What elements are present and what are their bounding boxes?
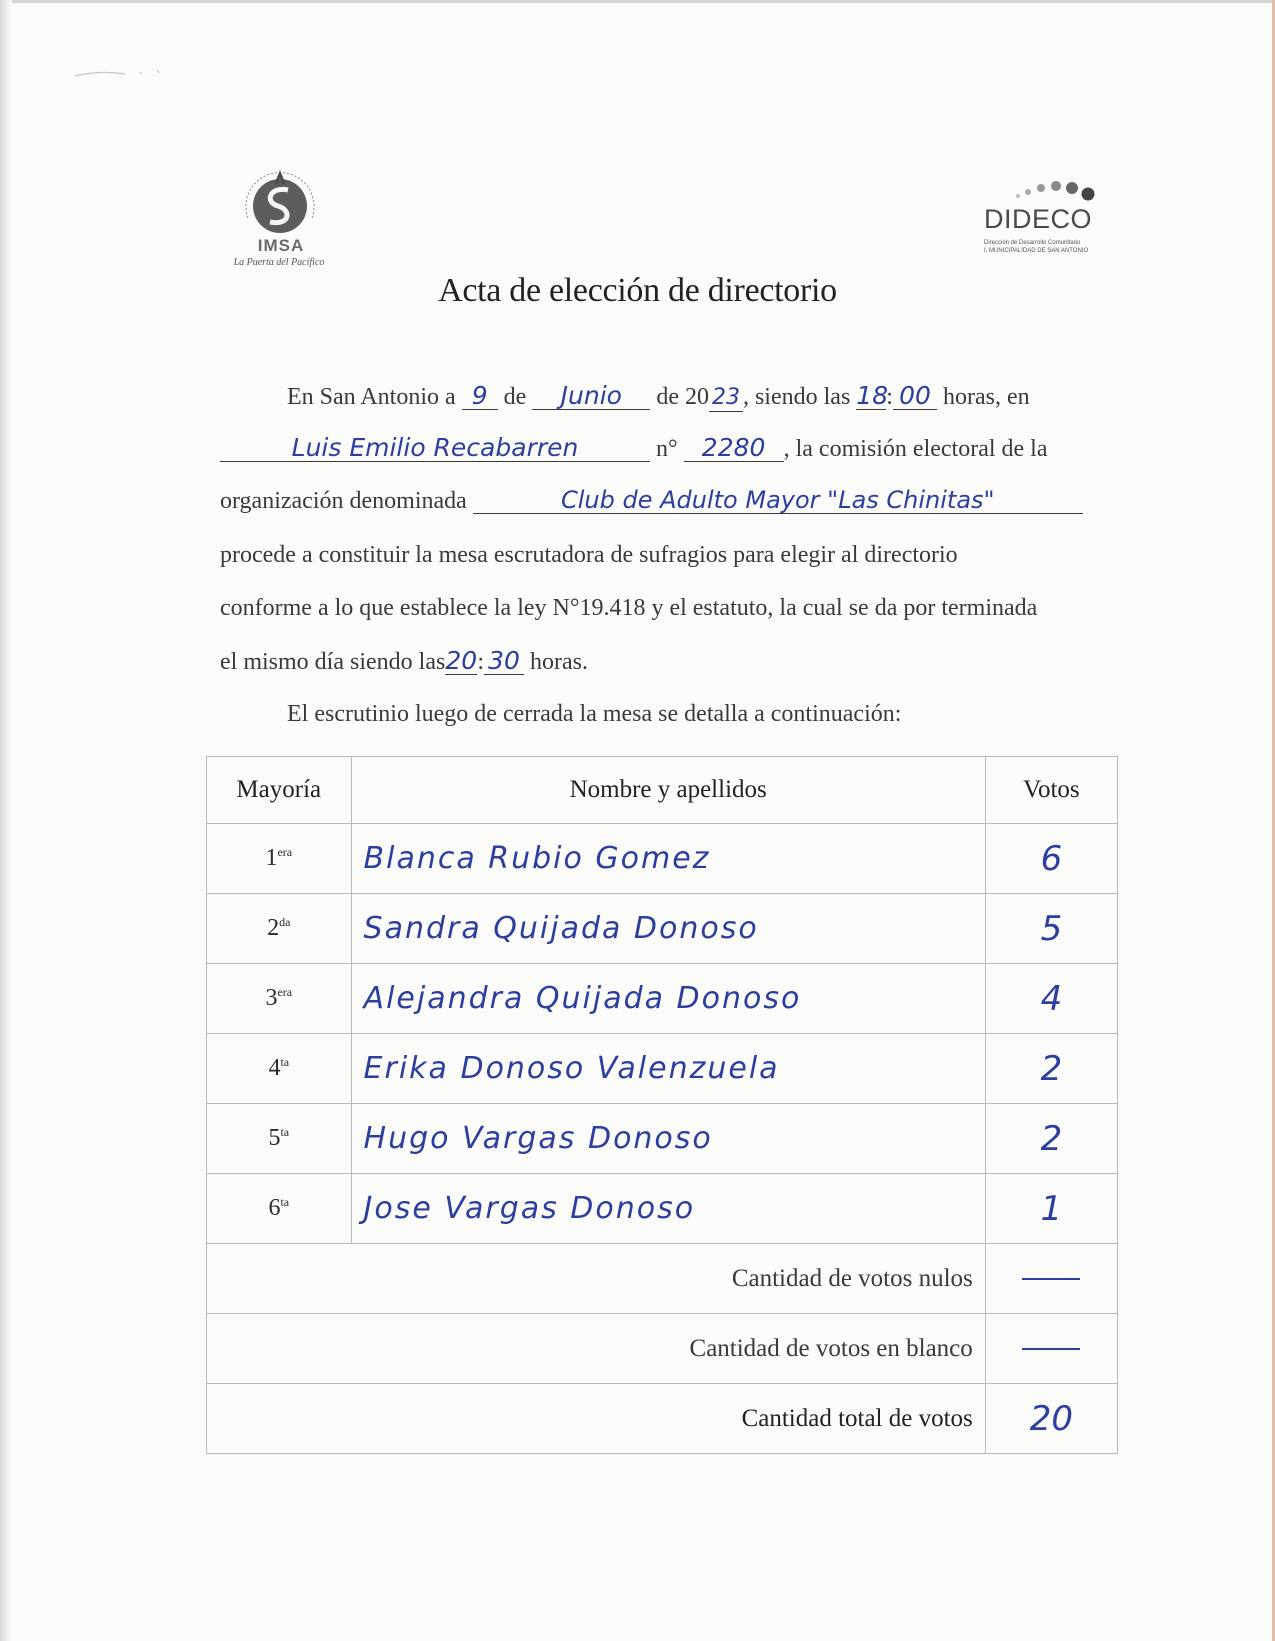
text-organizacion-denominada: organización denominada: [220, 488, 467, 514]
rank-number: 4: [268, 1055, 281, 1081]
blank-votes-value: [985, 1314, 1117, 1384]
rank-number: 5: [268, 1125, 281, 1151]
table-header-row: [207, 757, 1118, 824]
handwritten-organization: Club de Adulto Mayor "Las Chinitas": [473, 487, 1083, 514]
handwritten-day: 9: [462, 383, 498, 410]
imsa-logo: [220, 160, 338, 270]
candidate-votes: 4: [985, 964, 1117, 1034]
candidate-name: Blanca Rubio Gomez: [351, 824, 985, 894]
text-mismo-dia: el mismo día siendo las: [220, 649, 446, 675]
scan-edge-top: [0, 0, 1275, 3]
imsa-tagline: La Puerta del Pacífico: [233, 257, 325, 268]
handwritten-address-number: 2280: [684, 435, 784, 462]
candidate-votes: 5: [985, 894, 1117, 964]
paragraph-line-4: procede a constituir la mesa escrutadora de sufragios para elegir al directorio: [220, 542, 958, 568]
table-row: [207, 964, 1118, 1034]
time-colon-end: :: [477, 649, 484, 675]
candidate-votes: 6: [985, 824, 1117, 894]
dideco-dots-icon: [1010, 178, 1100, 206]
handwritten-end-minute: 30: [484, 648, 524, 675]
rank-cell: [207, 1034, 352, 1104]
dideco-logo: [980, 178, 1100, 258]
total-votes-value: 20: [985, 1384, 1117, 1454]
paragraph-line-7: El escrutinio luego de cerrada la mesa se detalla a continuación:: [287, 701, 902, 727]
text-horas: horas.: [529, 649, 588, 675]
scan-smudge: [70, 66, 170, 82]
paragraph-line-3: [220, 487, 1110, 515]
handwritten-start-hour: 18: [856, 381, 889, 410]
dash-mark: [1022, 1348, 1080, 1350]
paragraph-line-5: conforme a lo que establece la ley N°19.418 y el estatuto, la cual se da por terminada: [220, 595, 1038, 621]
candidate-votes: 1: [985, 1174, 1117, 1244]
candidate-votes: 2: [985, 1034, 1117, 1104]
candidate-name: Alejandra Quijada Donoso: [351, 964, 985, 1034]
handwritten-month: Junio: [532, 383, 650, 410]
rank-number: 3: [265, 985, 278, 1011]
text-horas-en: horas, en: [942, 384, 1030, 410]
header-rank: Mayoría: [207, 757, 352, 824]
paragraph-line-1: [220, 383, 1110, 412]
dideco-municipality: I. MUNICIPALIDAD DE SAN ANTONIO: [984, 248, 1089, 254]
blank-votes-label: Cantidad de votos en blanco: [207, 1314, 986, 1384]
rank-suffix: ta: [280, 1125, 290, 1139]
rank-cell: [207, 1174, 352, 1244]
handwritten-address: Luis Emilio Recabarren: [220, 435, 650, 462]
header-name: Nombre y apellidos: [351, 757, 985, 824]
table-row: [207, 1034, 1118, 1104]
imsa-wordmark: IMSA: [257, 236, 305, 255]
rank-suffix: ta: [280, 1055, 290, 1069]
dideco-subtitle: Dirección de Desarrollo Comunitario: [984, 240, 1081, 246]
rank-number: 6: [268, 1195, 281, 1221]
candidate-votes: 2: [985, 1104, 1117, 1174]
candidate-name: Erika Donoso Valenzuela: [351, 1034, 985, 1104]
rank-cell: [207, 1104, 352, 1174]
text-year-prefix: de 20: [656, 384, 709, 410]
rank-suffix: era: [277, 845, 293, 859]
table-row: [207, 824, 1118, 894]
paragraph-line-2: [220, 435, 1110, 463]
paragraph-line-6: [220, 648, 1110, 676]
table-row: [207, 1174, 1118, 1244]
handwritten-end-hour: 20: [445, 646, 478, 675]
rank-cell: [207, 894, 352, 964]
handwritten-start-minute: 00: [893, 383, 937, 410]
results-table: [206, 756, 1118, 1454]
rank-suffix: da: [279, 915, 291, 929]
imsa-emblem-icon: [230, 160, 330, 240]
scan-edge-left: [0, 0, 12, 1641]
candidate-name: Sandra Quijada Donoso: [351, 894, 985, 964]
header-votes: Votos: [985, 757, 1117, 824]
total-votes-label: Cantidad total de votos: [207, 1384, 986, 1454]
rank-number: 2: [267, 915, 280, 941]
rank-suffix: era: [277, 985, 293, 999]
rank-cell: [207, 964, 352, 1034]
rank-number: 1: [265, 845, 278, 871]
dash-mark: [1022, 1278, 1080, 1280]
candidate-name: Hugo Vargas Donoso: [351, 1104, 985, 1174]
candidate-name: Jose Vargas Donoso: [351, 1174, 985, 1244]
null-votes-label: Cantidad de votos nulos: [207, 1244, 986, 1314]
time-colon: :: [886, 384, 893, 410]
null-votes-value: [985, 1244, 1117, 1314]
text-comision-electoral: , la comisión electoral de la: [783, 436, 1048, 462]
rank-cell: [207, 824, 352, 894]
text-number-label: n°: [656, 436, 678, 462]
text-de: de: [503, 384, 527, 410]
blank-votes-row: [207, 1314, 1118, 1384]
document-title: Acta de elección de directorio: [438, 272, 837, 309]
null-votes-row: [207, 1244, 1118, 1314]
total-votes-row: [207, 1384, 1118, 1454]
rank-suffix: ta: [280, 1195, 290, 1209]
handwritten-year: 23: [709, 385, 743, 412]
text-siendo-las: , siendo las: [742, 384, 851, 410]
text-en-san-antonio: En San Antonio a: [287, 384, 456, 410]
table-row: [207, 1104, 1118, 1174]
table-row: [207, 894, 1118, 964]
dideco-wordmark: DIDECO: [984, 204, 1093, 234]
